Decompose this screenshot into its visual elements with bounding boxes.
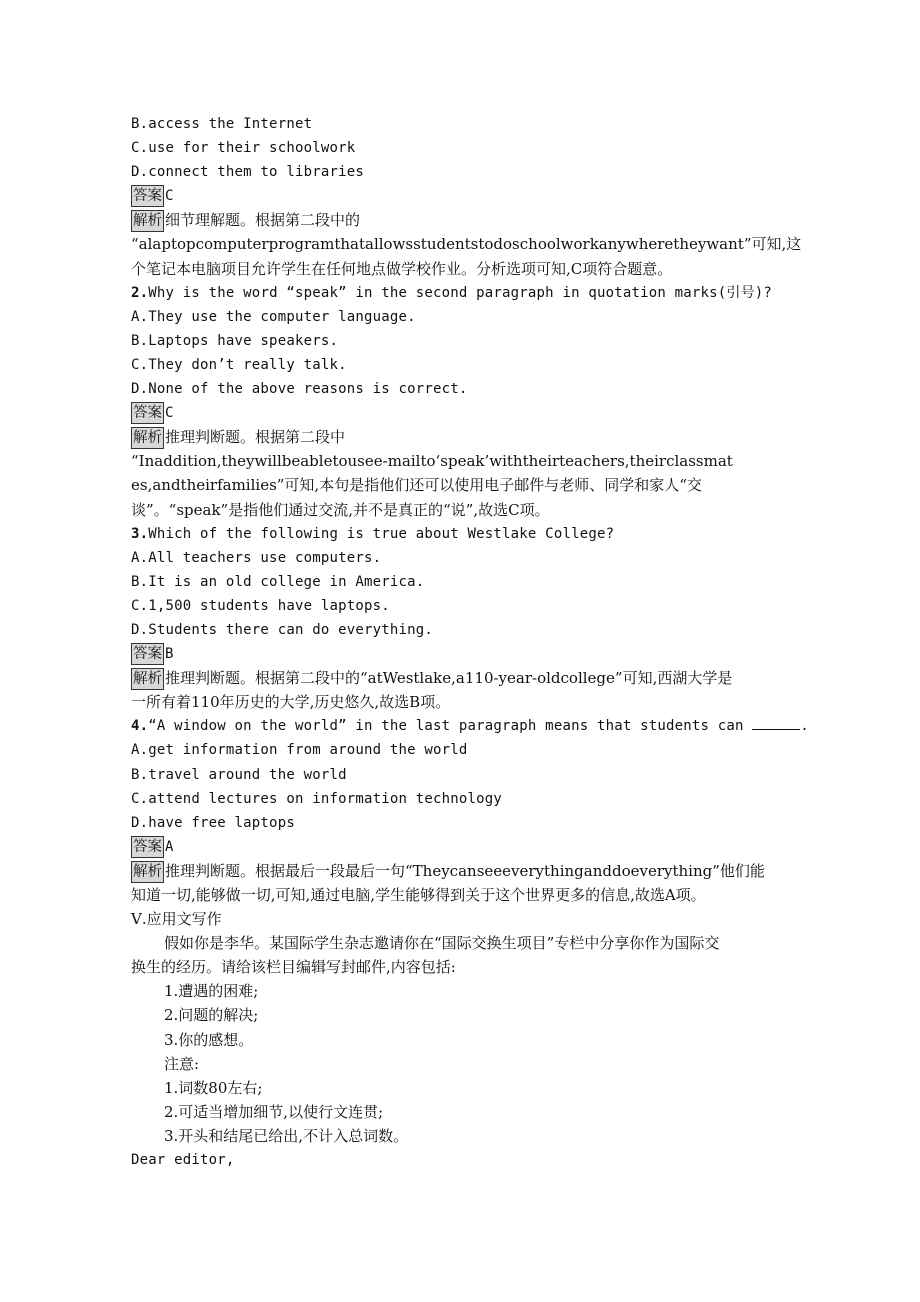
q3-option-a: A.All teachers use computers. [131, 549, 382, 566]
answer-tag: 答案 [131, 185, 164, 207]
content-item: 2.问题的解决; [164, 1006, 259, 1025]
q2-option-d: D.None of the above reasons is correct. [131, 381, 468, 398]
note-item: 2.可适当增加细节,以使行文连贯; [164, 1102, 384, 1121]
answer-tag: 答案 [131, 402, 164, 424]
content-item: 3.你的感想。 [164, 1030, 254, 1049]
q3-number: 3. [131, 525, 149, 542]
q4-answer: A [165, 838, 174, 855]
explain-tag: 解析 [131, 427, 164, 449]
q4-explain-line: 推理判断题。根据最后一段最后一句“Theycanseeeverythinganddoeverything”他们能 [165, 861, 765, 880]
document-page [131, 112, 809, 1172]
notes-label: 注意: [164, 1054, 200, 1073]
q4-option-a: A.get information from around the world [131, 742, 468, 759]
q3-explain-line: 推理判断题。根据第二段中的“atWestlake,a110-year-oldcollege”可知,西湖大学是 [165, 669, 733, 688]
note-item: 3.开头和结尾已给出,不计入总词数。 [164, 1126, 409, 1145]
q2-explain-row [131, 425, 791, 449]
q4-explain-line: 知道一切,能够做一切,可知,通过电脑,学生能够得到关于这个世界更多的信息,故选A项。 [131, 886, 706, 904]
answer-tag: 答案 [131, 836, 164, 858]
q2-stem-row [131, 281, 791, 305]
q2-answer: C [165, 405, 174, 422]
q1-explain-line: 个笔记本电脑项目允许学生在任何地点做学校作业。分析选项可知,C项符合题意。 [131, 259, 673, 278]
q2-number: 2. [131, 284, 149, 301]
q1-option-d: D.connect them to libraries [131, 164, 364, 181]
q2-option-a: A.They use the computer language. [131, 308, 416, 325]
q1-option-b: B.access the Internet [131, 116, 313, 132]
q2-explain-line: “Inaddition,theywillbeabletousee-mailto‘speak’withtheirteachers,theirclassmat [131, 452, 733, 471]
q2-explain-line: es,andtheirfamilies”可知,本句是指他们还可以使用电子邮件与老师、同学和家人“交 [131, 476, 702, 495]
explain-tag: 解析 [131, 210, 164, 232]
q4-option-b: B.travel around the world [131, 766, 347, 783]
q2-explain-line: 推理判断题。根据第二段中 [165, 428, 346, 447]
q1-explain-row [131, 208, 791, 232]
answer-tag: 答案 [131, 643, 164, 665]
q1-explain-line: 细节理解题。根据第二段中的 [165, 211, 361, 230]
q2-stem: Why is the word “speak” in the second paragraph in quotation marks(引号)? [148, 284, 773, 301]
content-item: 1.遭遇的困难; [164, 982, 259, 1001]
q4-answer-blank [752, 715, 800, 730]
q4-stem-row [131, 714, 809, 738]
q4-option-d: D.have free laptops [131, 814, 295, 831]
q3-option-b: B.It is an old college in America. [131, 573, 425, 590]
q4-number: 4. [131, 718, 149, 735]
section-heading: Ⅴ.应用文写作 [131, 910, 222, 929]
q4-stem: “A window on the world” in the last paragraph means that students can [148, 718, 744, 735]
q4-answer-row [131, 835, 791, 859]
q4-option-c: C.attend lectures on information technology [131, 790, 503, 807]
q1-explain-line: “alaptopcomputerprogramthatallowsstudentstodoschoolworkanywheretheywant”可知,这 [131, 235, 802, 254]
letter-greeting: Dear editor, [131, 1152, 235, 1169]
q1-answer: C [165, 188, 174, 205]
q3-stem: Which of the following is true about Westlake College? [148, 525, 615, 542]
q4-explain-row [131, 859, 791, 883]
q3-option-d: D.Students there can do everything. [131, 621, 434, 638]
q3-answer: B [165, 646, 174, 663]
note-item: 1.词数80左右; [164, 1078, 263, 1097]
q2-explain-line: 谈”。“speak”是指他们通过交流,并不是真正的“说”,故选C项。 [131, 500, 550, 519]
q3-explain-line: 一所有着110年历史的大学,历史悠久,故选B项。 [131, 693, 451, 712]
q2-option-c: C.They don’t really talk. [131, 356, 347, 373]
q1-answer-row [131, 184, 791, 208]
q3-answer-row [131, 642, 791, 666]
q4-stem-end: . [800, 718, 809, 735]
prompt-line: 换生的经历。请给该栏目编辑写封邮件,内容包括: [131, 958, 456, 977]
q3-option-c: C.1,500 students have laptops. [131, 597, 390, 614]
q3-explain-row [131, 666, 791, 690]
q2-answer-row [131, 401, 791, 425]
q2-option-b: B.Laptops have speakers. [131, 332, 339, 349]
q1-option-c: C.use for their schoolwork [131, 140, 356, 157]
q3-stem-row [131, 522, 791, 546]
explain-tag: 解析 [131, 861, 164, 883]
explain-tag: 解析 [131, 668, 164, 690]
prompt-line: 假如你是李华。某国际学生杂志邀请你在“国际交换生项目”专栏中分享你作为国际交 [164, 934, 720, 953]
